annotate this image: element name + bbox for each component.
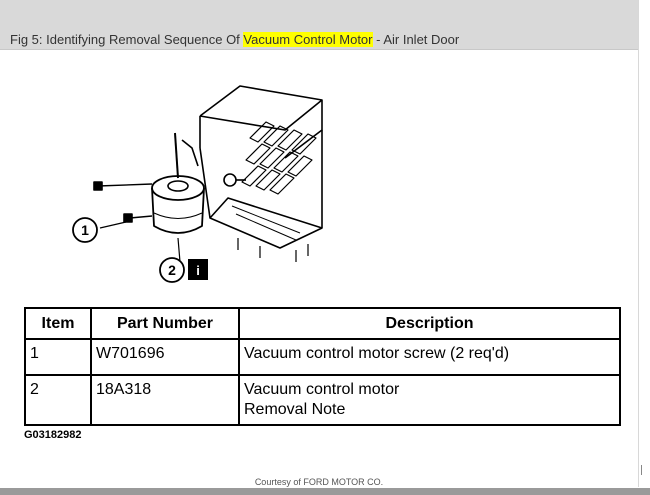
callout-2-label: 2 (168, 262, 176, 278)
row-2-description-line-1: Vacuum control motor (244, 381, 400, 398)
figure-title (10, 32, 459, 47)
scrollbar-mark[interactable] (641, 465, 642, 475)
row-1-part-number: W701696 (91, 339, 239, 375)
header-description: Description (239, 308, 620, 339)
title-suffix: - Air Inlet Door (372, 32, 460, 47)
table-row (25, 375, 620, 425)
parts-table (24, 307, 621, 426)
callout-1-label: 1 (81, 222, 89, 238)
row-2-part-number: 18A318 (91, 375, 239, 425)
table-row (25, 339, 620, 375)
row-1-description: Vacuum control motor screw (2 req'd) (239, 339, 620, 375)
row-2-item: 2 (25, 375, 91, 425)
header-part-number: Part Number (91, 308, 239, 339)
title-prefix: Fig 5: Identifying Removal Sequence Of (10, 32, 244, 47)
row-2-description (239, 375, 620, 425)
vacuum-motor-diagram (60, 78, 330, 293)
courtesy-line: Courtesy of FORD MOTOR CO. (254, 477, 384, 487)
row-1-item: 1 (25, 339, 91, 375)
header-item: Item (25, 308, 91, 339)
info-icon-glyph: i (196, 263, 200, 278)
table-header-row (25, 308, 620, 339)
title-highlight: Vacuum Control Motor (243, 32, 373, 47)
bottom-strip (0, 488, 650, 495)
figure-code: G03182982 (24, 429, 82, 441)
row-2-description-line-2: Removal Note (244, 401, 346, 418)
